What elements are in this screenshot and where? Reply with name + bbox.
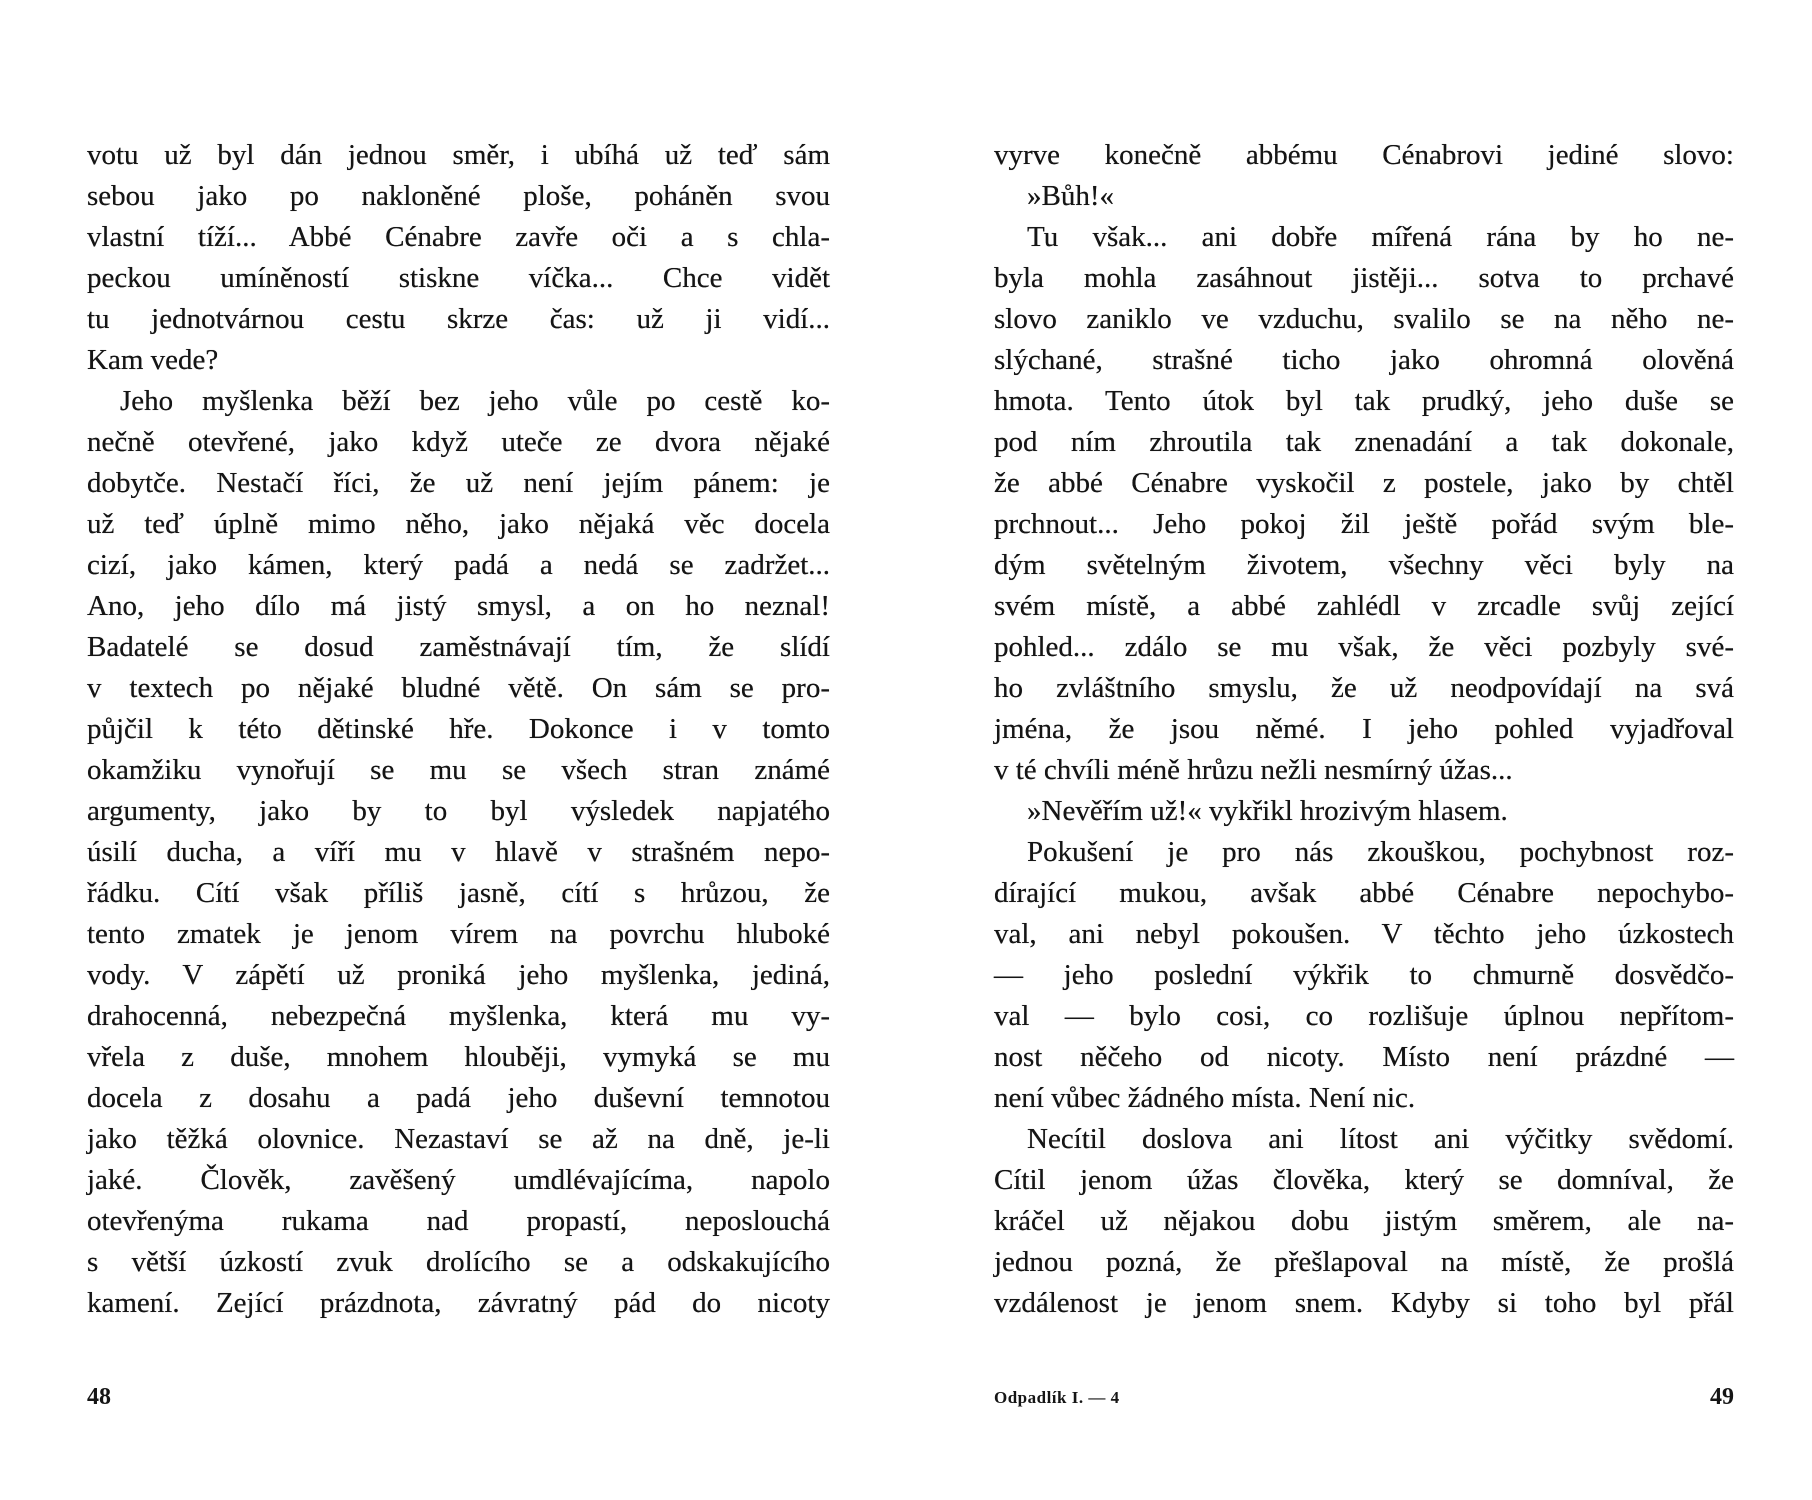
text-line: slovo zaniklo ve vzduchu, svalilo se na něho ne- [994,303,1734,335]
text-line: půjčil k této dětinské hře. Dokonce i v tomto [87,713,830,745]
text-line: val — bylo cosi, co rozlišuje úplnou nepřítom- [994,1000,1734,1032]
text-line: Jeho myšlenka běží bez jeho vůle po cestě ko- [120,385,830,417]
text-line: prchnout... Jeho pokoj žil ještě pořád svým ble- [994,508,1734,540]
text-line: »Bůh!« [1027,180,1114,212]
text-line: argumenty, jako by to byl výsledek napjatého [87,795,830,827]
text-line: už teď úplně mimo něho, jako nějaká věc docela [87,508,830,540]
text-line: s větší úzkostí zvuk drolícího se a odskakujícího [87,1246,830,1278]
text-line: tu jednotvárnou cestu skrze čas: už ji vidí... [87,303,830,335]
text-line: Badatelé se dosud zaměstnávají tím, že slídí [87,631,830,663]
text-line: dobytče. Nestačí říci, že už není jejím pánem: je [87,467,830,499]
text-line: Necítil doslova ani lítost ani výčitky svědomí. [1027,1123,1734,1155]
text-line: vzdálenost je jenom snem. Kdyby si toho byl přál [994,1287,1734,1319]
text-line: votu už byl dán jednou směr, i ubíhá už teď sám [87,139,830,171]
text-line: svém místě, a abbé zahlédl v zrcadle svůj zející [994,590,1734,622]
text-line: úsilí ducha, a víří mu v hlavě v strašném nepo- [87,836,830,868]
text-line: otevřenýma rukama nad propastí, neposlouchá [87,1205,830,1237]
text-line: jako těžká olovnice. Nezastaví se až na dně, je-li [87,1123,830,1155]
text-line: ho zvláštního smyslu, že už neodpovídají na svá [994,672,1734,704]
text-line: pohled... zdálo se mu však, že věci pozbyly své- [994,631,1734,663]
text-line: Tu však... ani dobře mířená rána by ho ne- [1027,221,1734,253]
text-line: Pokušení je pro nás zkouškou, pochybnost roz- [1027,836,1734,868]
text-line: sebou jako po nakloněné ploše, poháněn svou [87,180,830,212]
right-text-column [994,135,1734,1324]
text-line: v té chvíli méně hrůzu nežli nesmírný úžas... [994,754,1513,786]
paragraph [87,135,830,381]
text-line: — jeho poslední výkřik to chmurně dosvědčo- [994,959,1734,991]
text-line: nost něčeho od nicoty. Místo není prázdné — [994,1041,1734,1073]
text-line: dým světelným životem, všechny věci byly na [994,549,1734,581]
paragraph [994,217,1734,791]
paragraph [994,832,1734,1119]
text-line: vody. V zápětí už proniká jeho myšlenka, jediná, [87,959,830,991]
printer-signature: Odpadlík I. — 4 [994,1388,1120,1407]
text-line: Ano, jeho dílo má jistý smysl, a on ho neznal! [87,590,830,622]
left-text-column [87,135,830,1324]
text-line: hmota. Tento útok byl tak prudký, jeho duše se [994,385,1734,417]
paragraph [994,1119,1734,1324]
text-line: Kam vede? [87,344,219,376]
text-line: vlastní tíží... Abbé Cénabre zavře oči a s chla- [87,221,830,253]
text-line: Cítil jenom úžas člověka, který se domníval, že [994,1164,1734,1196]
text-line: docela z dosahu a padá jeho duševní temnotou [87,1082,830,1114]
text-line: řádku. Cítí však příliš jasně, cítí s hrůzou, že [87,877,830,909]
paragraph [994,176,1734,217]
paragraph [87,381,830,1324]
text-line: okamžiku vynořují se mu se všech stran známé [87,754,830,786]
text-line: vyrve konečně abbému Cénabrovi jediné slovo: [994,139,1734,171]
page-number-left: 48 [87,1384,111,1410]
text-line: kráčel už nějakou dobu jistým směrem, ale na- [994,1205,1734,1237]
text-line: nečně otevřené, jako když uteče ze dvora nějaké [87,426,830,458]
text-line: byla mohla zasáhnout jistěji... sotva to prchavé [994,262,1734,294]
text-line: dírající mukou, avšak abbé Cénabre nepochybo- [994,877,1734,909]
text-line: peckou umíněností stiskne víčka... Chce vidět [87,262,830,294]
text-line: není vůbec žádného místa. Není nic. [994,1082,1416,1114]
text-line: v textech po nějaké bludné větě. On sám se pro- [87,672,830,704]
text-line: tento zmatek je jenom vírem na povrchu hluboké [87,918,830,950]
page-number-right: 49 [1710,1384,1734,1410]
text-line: val, ani nebyl pokoušen. V těchto jeho úzkostech [994,918,1734,950]
text-line: jména, že jsou němé. I jeho pohled vyjadřoval [994,713,1734,745]
text-line: »Nevěřím už!« vykřikl hrozivým hlasem. [1027,795,1508,827]
text-line: slýchané, strašné ticho jako ohromná olověná [994,344,1734,376]
text-line: jednou pozná, že přešlapoval na místě, že prošlá [994,1246,1734,1278]
text-line: že abbé Cénabre vyskočil z postele, jako by chtěl [994,467,1734,499]
text-line: kamení. Zející prázdnota, závratný pád do nicoty [87,1287,830,1319]
text-line: vřela z duše, mnohem hlouběji, vymyká se mu [87,1041,830,1073]
text-line: drahocenná, nebezpečná myšlenka, která mu vy- [87,1000,830,1032]
text-line: cizí, jako kámen, který padá a nedá se zadržet... [87,549,830,581]
right-page [906,0,1812,1500]
paragraph [994,135,1734,176]
text-line: pod ním zhroutila tak znenadání a tak dokonale, [994,426,1734,458]
paragraph [994,791,1734,832]
text-line: jaké. Člověk, zavěšený umdlévajícíma, napolo [87,1164,830,1196]
